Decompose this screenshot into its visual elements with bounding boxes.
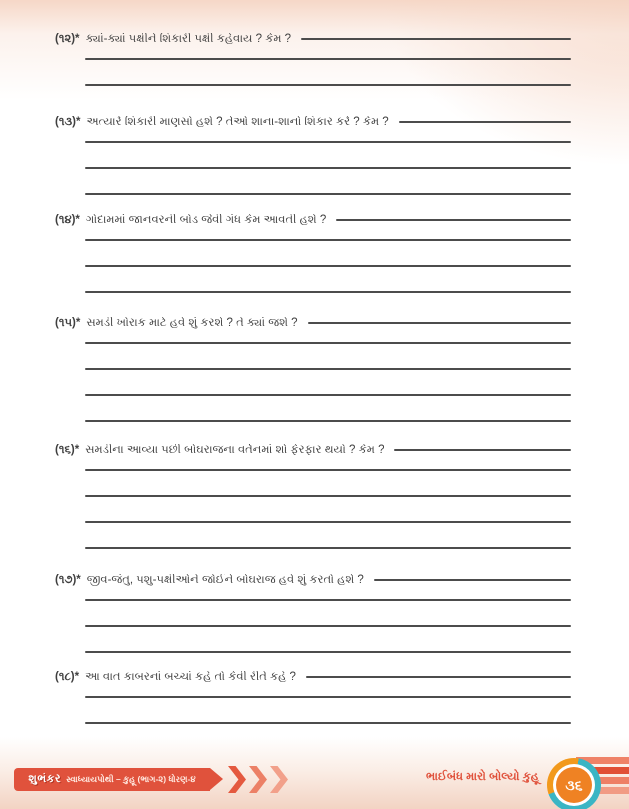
question-text: અત્યારે શિકારી માણસો હશે ? તેઓ શાના-શાનો શિકાર કરે ? કેમ ? [86,115,389,128]
question-number: (૧૭)* [55,573,81,586]
question-number: (૧૮)* [55,670,80,683]
banner-arrow-tip [210,768,223,790]
question-block [55,212,571,228]
answer-line [85,193,571,195]
question-text: જીવ-જંતુ, પશુ-પક્ષીઓને જોઈને બોઘરાજ હવે શું કરતો હશે ? [86,573,364,586]
answer-line [85,599,571,601]
question-row [55,572,571,588]
inline-answer-line [301,38,571,40]
answer-line [85,625,571,627]
inline-answer-line [306,676,571,678]
question-row [55,31,571,47]
question-number: (૧૬)* [55,443,80,456]
chapter-title: ભાઈબંધ મારો બોલ્યો કુહૂ [425,771,539,783]
answer-line [85,265,571,267]
answer-line [85,141,571,143]
answer-line [85,547,571,549]
chevron-icon [249,766,267,793]
answer-line [85,394,571,396]
answer-line [85,84,571,86]
question-number: (૧૫)* [55,316,81,329]
inline-answer-line [394,449,571,451]
inline-answer-line [399,121,571,123]
question-row [55,442,571,458]
answer-line [85,368,571,370]
question-text: સમડીના આવ્યા પછી બોઘરાજના વર્તનમાં શો ફેરફાર થયો ? કેમ ? [85,443,385,456]
chevron-icon [270,766,288,793]
question-block [55,442,571,458]
question-text: સમડી ખોરાક માટે હવે શું કરશે ? તે ક્યાં જશે ? [86,316,298,329]
answer-line [85,469,571,471]
answer-line [85,495,571,497]
question-text: ગોદામમાં જાનવરની બોડ જેવી ગંધ કેમ આવતી હશે ? [85,213,327,226]
page-footer [0,755,629,809]
answer-line [85,342,571,344]
answer-line [85,651,571,653]
question-row [55,212,571,228]
question-block [55,114,571,130]
question-row [55,315,571,331]
series-title: સ્વાધ્યાયપોથી – કુહૂ (ભાગ-૨) ધોરણ-૪ [66,774,196,784]
answer-line [85,239,571,241]
answer-line [85,58,571,60]
answer-line [85,696,571,698]
answer-line [85,167,571,169]
answer-line [85,291,571,293]
inline-answer-line [308,322,571,324]
question-number: (૧૪)* [55,213,80,226]
question-number: (૧૨)* [55,32,80,45]
brand-logo-text: શુભંકર [28,773,62,785]
answer-line [85,521,571,523]
answer-line [85,420,571,422]
badge-inner-ring [553,764,595,806]
question-row [55,114,571,130]
chevron-icon [228,766,246,793]
badge-disc [556,767,592,803]
answer-line [85,722,571,724]
question-number: (૧૩)* [55,115,81,128]
page-number-badge [547,758,601,809]
inline-answer-line [336,219,571,221]
question-row [55,669,571,685]
question-text: આ વાત કાબરનાં બચ્ચાં કહે તો કેવી રીતે કહે ? [85,670,296,683]
inline-answer-line [374,579,571,581]
page-number: ૩૬ [565,776,583,793]
question-block [55,669,571,685]
chevron-decorations [228,766,288,793]
question-block [55,315,571,331]
question-text: ક્યાં-ક્યાં પક્ષીને શિકારી પક્ષી કહેવાય ? કેમ ? [85,32,292,45]
question-block [55,31,571,47]
question-block [55,572,571,588]
series-banner [14,768,210,791]
